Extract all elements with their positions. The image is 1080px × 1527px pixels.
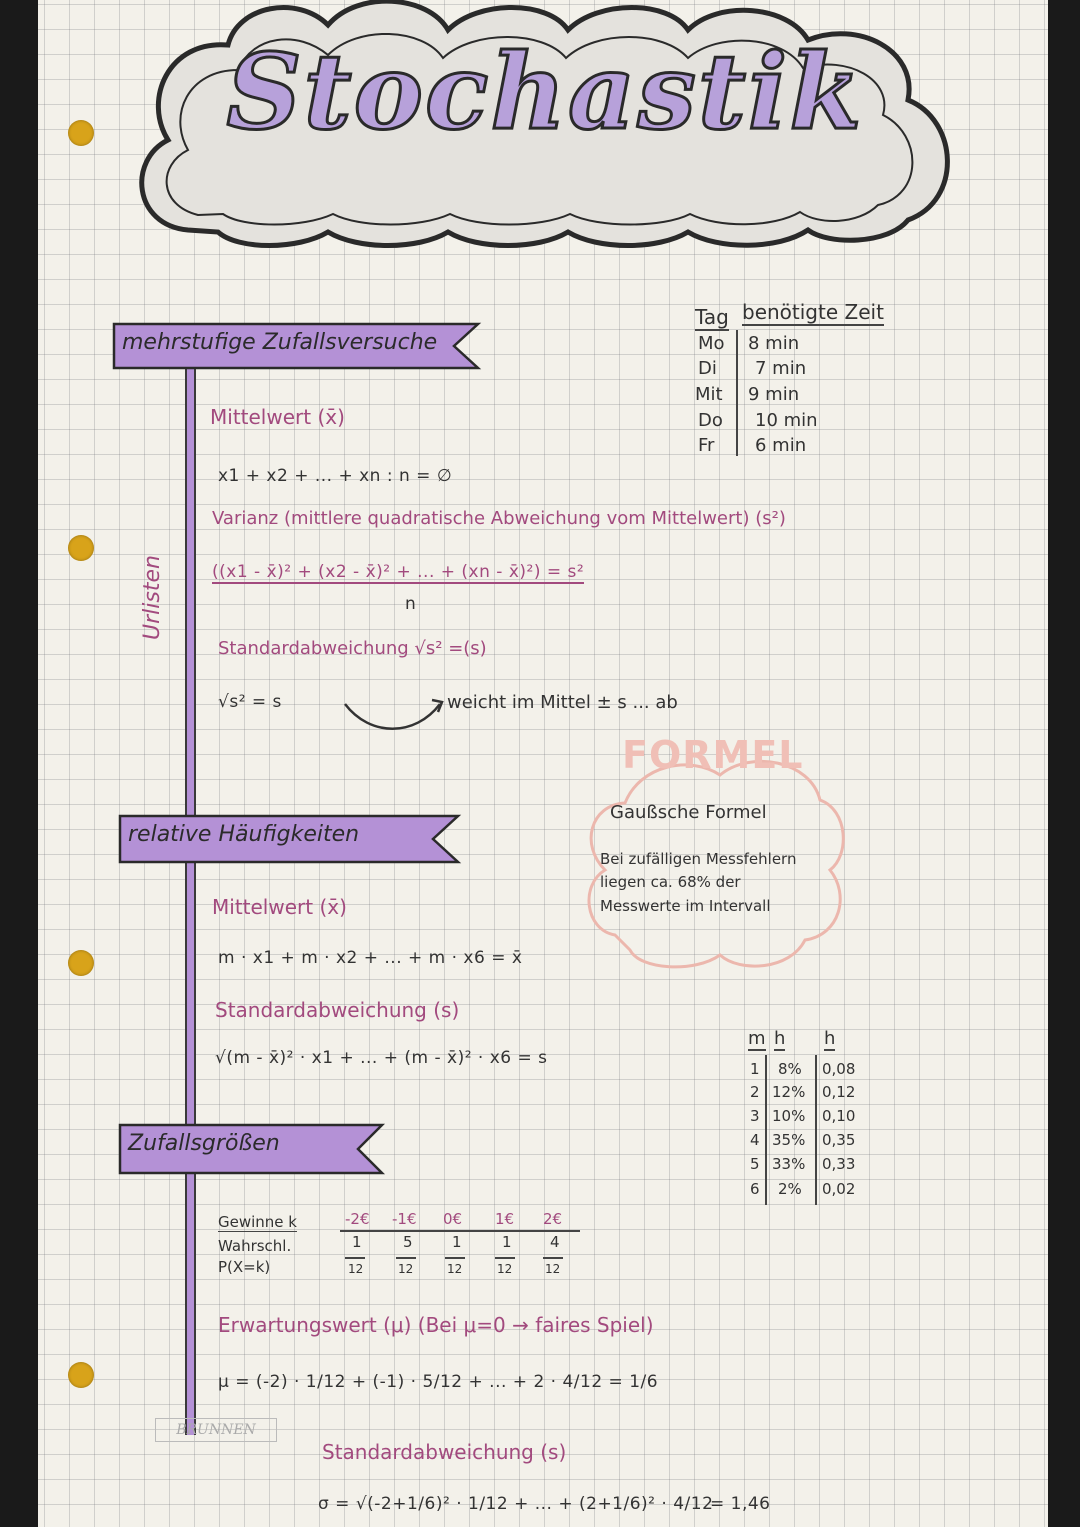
- s2-mean-label: Mittelwert (x̄): [212, 895, 347, 919]
- gain-prob-num: 1: [452, 1233, 462, 1251]
- time-row-value: 7 min: [755, 358, 807, 379]
- freq-cell: 1: [750, 1060, 760, 1078]
- formula-text: Bei zufälligen Messfehlern: [600, 850, 797, 868]
- binder-hole: [68, 535, 94, 561]
- gain-fraction-bar: [445, 1257, 465, 1259]
- banner-zufallsgroessen: [118, 1123, 386, 1179]
- binder-hole: [68, 120, 94, 146]
- side-label: Urlisten: [139, 555, 165, 640]
- gain-value: 2€: [543, 1210, 563, 1228]
- banner-text: Zufallsgrößen: [128, 1131, 280, 1156]
- time-table-header-zeit: benötigte Zeit: [742, 300, 884, 324]
- page-title: Stochastik: [226, 30, 864, 153]
- gain-value: -2€: [345, 1210, 370, 1228]
- freq-cell: 4: [750, 1131, 760, 1149]
- freq-cell: 8%: [778, 1060, 802, 1078]
- freq-header-m: m: [748, 1028, 766, 1049]
- freq-cell: 10%: [772, 1107, 806, 1125]
- s1-variance-label: Varianz (mittlere quadratische Abweichung vom Mittelwert) (s²): [212, 508, 786, 529]
- time-row-value: 9 min: [748, 384, 800, 405]
- freq-cell: 0,12: [822, 1083, 856, 1101]
- gain-value: 0€: [443, 1210, 463, 1228]
- freq-cell: 0,02: [822, 1180, 856, 1198]
- freq-cell: 5: [750, 1155, 760, 1173]
- gain-value: 1€: [495, 1210, 515, 1228]
- freq-divider: [765, 1055, 767, 1205]
- gain-fraction-bar: [495, 1257, 515, 1259]
- formula-text: Messwerte im Intervall: [600, 897, 771, 915]
- gain-prob-num: 5: [403, 1233, 413, 1251]
- s1-mean-formula: x1 + x2 + ... + xn : n = ∅: [218, 466, 453, 486]
- binder-hole: [68, 1362, 94, 1388]
- gain-row-label: Gewinne k: [218, 1213, 297, 1231]
- gain-row-label: P(X=k): [218, 1258, 271, 1276]
- s1-std-note: weicht im Mittel ± s ... ab: [447, 692, 678, 713]
- time-row-value: 8 min: [748, 333, 800, 354]
- banner-relative: [118, 814, 463, 868]
- s1-variance-denominator: n: [405, 594, 417, 614]
- formel-stamp: FORMEL: [622, 733, 804, 777]
- formula-title: Gaußsche Formel: [610, 802, 767, 823]
- time-row-day: Di: [698, 358, 717, 379]
- time-row-day: Fr: [698, 435, 715, 456]
- s3-expect-label: Erwartungswert (μ) (Bei μ=0 → faires Spiel): [218, 1313, 654, 1337]
- time-row-value: 6 min: [755, 435, 807, 456]
- time-row-day: Mo: [698, 333, 725, 354]
- banner-text: relative Häufigkeiten: [128, 822, 360, 847]
- gain-prob-den: 12: [348, 1262, 364, 1276]
- gain-prob-den: 12: [447, 1262, 463, 1276]
- banner-mehrstufige: [112, 322, 482, 374]
- s1-mean-label: Mittelwert (x̄): [210, 405, 345, 429]
- time-table-header-tag: Tag: [695, 305, 729, 329]
- freq-cell: 0,35: [822, 1131, 856, 1149]
- s1-std-label: Standardabweichung √s² =(s): [218, 638, 487, 659]
- freq-cell: 0,10: [822, 1107, 856, 1125]
- freq-cell: 35%: [772, 1131, 806, 1149]
- freq-cell: 0,08: [822, 1060, 856, 1078]
- gain-value: -1€: [392, 1210, 417, 1228]
- binder-hole: [68, 950, 94, 976]
- banner-text: mehrstufige Zufallsversuche: [122, 330, 438, 355]
- gain-fraction-bar: [345, 1257, 365, 1259]
- gain-fraction-bar: [396, 1257, 416, 1259]
- gain-prob-den: 12: [398, 1262, 414, 1276]
- gain-prob-num: 1: [352, 1233, 362, 1251]
- freq-cell: 0,33: [822, 1155, 856, 1173]
- s1-variance-formula: ((x1 - x̄)² + (x2 - x̄)² + ... + (xn - x̄)²) = s²: [212, 562, 585, 582]
- freq-cell: 12%: [772, 1083, 806, 1101]
- time-row-day: Do: [698, 410, 723, 431]
- brand-logo: BRUNNEN: [155, 1418, 277, 1442]
- s1-std-formula: √s² = s: [218, 692, 282, 712]
- gain-prob-den: 12: [545, 1262, 561, 1276]
- s2-std-formula: √(m - x̄)² · x1 + ... + (m - x̄)² · x6 = s: [215, 1048, 548, 1068]
- gain-prob-num: 1: [502, 1233, 512, 1251]
- formula-text: liegen ca. 68% der: [600, 873, 741, 891]
- s3-std-formula: σ = √(-2+1/6)² · 1/12 + ... + (2+1/6)² · 4/12: [318, 1494, 714, 1514]
- freq-header-h: h: [774, 1028, 786, 1049]
- gain-table-line: [340, 1230, 580, 1232]
- time-table-divider: [736, 330, 738, 456]
- freq-cell: 6: [750, 1180, 760, 1198]
- s3-expect-formula: μ = (-2) · 1/12 + (-1) · 5/12 + ... + 2 · 4/12 = 1/6: [218, 1372, 659, 1392]
- time-row-day: Mit: [695, 384, 723, 405]
- gain-prob-den: 12: [497, 1262, 513, 1276]
- s2-mean-formula: m · x1 + m · x2 + ... + m · x6 = x̄: [218, 948, 523, 968]
- freq-cell: 3: [750, 1107, 760, 1125]
- freq-cell: 33%: [772, 1155, 806, 1173]
- arrow-icon: [340, 692, 450, 737]
- freq-header-h-rel: h: [824, 1028, 836, 1049]
- freq-cell: 2%: [778, 1180, 802, 1198]
- timeline-bar: [185, 355, 196, 1435]
- s2-std-label: Standardabweichung (s): [215, 998, 460, 1022]
- s3-std-result: = 1,46: [710, 1494, 771, 1514]
- time-row-value: 10 min: [755, 410, 818, 431]
- freq-divider: [815, 1055, 817, 1205]
- s3-std-label: Standardabweichung (s): [322, 1440, 567, 1464]
- gain-row-label: Wahrschl.: [218, 1237, 292, 1255]
- gain-fraction-bar: [543, 1257, 563, 1259]
- gain-prob-num: 4: [550, 1233, 560, 1251]
- freq-cell: 2: [750, 1083, 760, 1101]
